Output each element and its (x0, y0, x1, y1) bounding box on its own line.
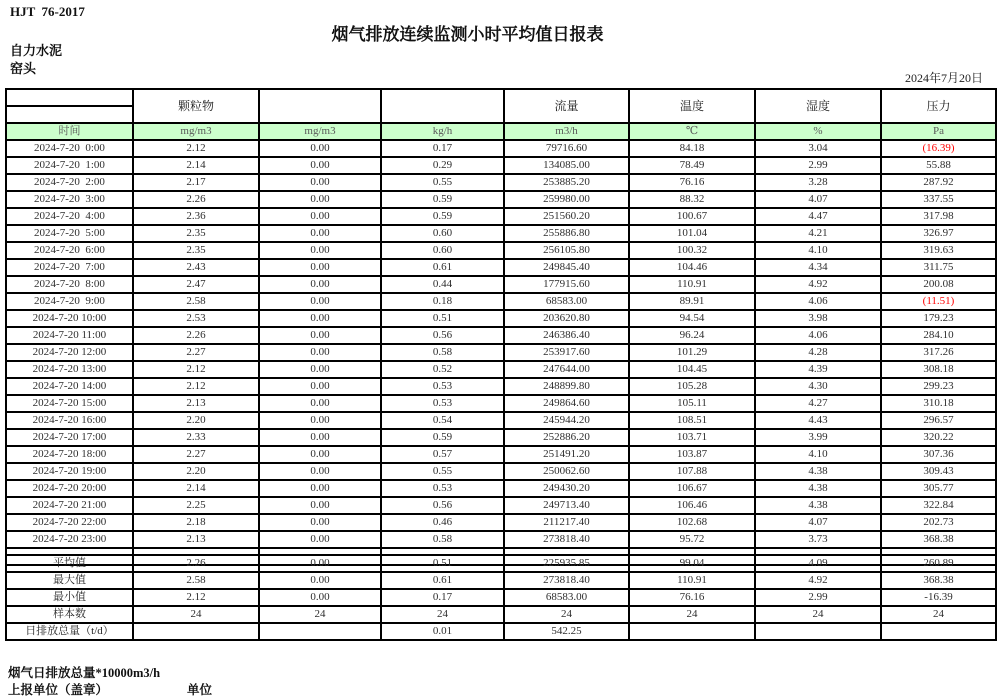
value-cell: 368.38 (881, 531, 996, 548)
value-cell: 0.55 (381, 463, 504, 480)
table-row (6, 555, 996, 572)
table-row (6, 531, 996, 548)
value-cell: 0.53 (381, 395, 504, 412)
value-cell: 2.36 (133, 208, 259, 225)
time-cell: 2024-7-20 6:00 (6, 242, 133, 259)
value-cell: 0.29 (381, 157, 504, 174)
value-cell: 0.00 (259, 589, 381, 606)
summary-label: 平均值 (6, 555, 133, 572)
time-cell: 2024-7-20 5:00 (6, 225, 133, 242)
value-cell: 2.12 (133, 378, 259, 395)
footer-total-note: 烟气日排放总量*10000m3/h (8, 666, 161, 680)
value-cell: -16.39 (881, 589, 996, 606)
value-cell: 0.00 (259, 446, 381, 463)
table-row (6, 276, 996, 293)
value-cell: 4.43 (755, 412, 881, 429)
value-cell: 0.17 (381, 589, 504, 606)
value-cell: 310.18 (881, 395, 996, 412)
time-cell: 2024-7-20 17:00 (6, 429, 133, 446)
value-cell: 24 (629, 606, 755, 623)
value-cell: 4.06 (755, 327, 881, 344)
value-cell: 100.32 (629, 242, 755, 259)
value-cell: 68583.00 (504, 589, 629, 606)
value-cell: 3.73 (755, 531, 881, 548)
value-cell: 0.17 (381, 140, 504, 157)
table-row (6, 157, 996, 174)
group-header-flow: 流量 (504, 89, 629, 123)
value-cell: 2.20 (133, 463, 259, 480)
table-row (6, 327, 996, 344)
table-row (6, 293, 996, 310)
table-row (6, 463, 996, 480)
value-cell: 2.26 (133, 555, 259, 572)
value-cell: 0.00 (259, 327, 381, 344)
value-cell: 3.99 (755, 429, 881, 446)
value-cell: 24 (504, 606, 629, 623)
value-cell: 110.91 (629, 276, 755, 293)
value-cell: 253885.20 (504, 174, 629, 191)
value-cell: 0.01 (381, 623, 504, 640)
value-cell: 0.61 (381, 259, 504, 276)
value-cell: 247644.00 (504, 361, 629, 378)
value-cell: 211217.40 (504, 514, 629, 531)
table-row (6, 395, 996, 412)
value-cell: 99.04 (629, 555, 755, 572)
value-cell: 0.60 (381, 225, 504, 242)
time-cell: 2024-7-20 7:00 (6, 259, 133, 276)
time-cell: 2024-7-20 13:00 (6, 361, 133, 378)
table-row (6, 572, 996, 589)
table-row (6, 606, 996, 623)
table-row (6, 514, 996, 531)
time-cell: 2024-7-20 21:00 (6, 497, 133, 514)
column-header-kgh: kg/h (381, 123, 504, 140)
value-cell: 105.28 (629, 378, 755, 395)
value-cell: 273818.40 (504, 531, 629, 548)
value-cell: 4.92 (755, 572, 881, 589)
value-cell: 284.10 (881, 327, 996, 344)
value-cell: 0.00 (259, 395, 381, 412)
group-header-blank-1 (259, 89, 381, 123)
document-code: HJT 76-2017 (10, 4, 85, 19)
value-cell: 203620.80 (504, 310, 629, 327)
value-cell: 319.63 (881, 242, 996, 259)
value-cell: 4.39 (755, 361, 881, 378)
value-cell: 2.12 (133, 589, 259, 606)
value-cell: 104.46 (629, 259, 755, 276)
footer-report-unit-label: 上报单位（盖章） (8, 683, 109, 697)
value-cell: 0.00 (259, 242, 381, 259)
time-cell: 2024-7-20 0:00 (6, 140, 133, 157)
table-row (6, 140, 996, 157)
value-cell: 0.59 (381, 429, 504, 446)
value-cell: 79716.60 (504, 140, 629, 157)
value-cell: 24 (755, 606, 881, 623)
value-cell: 4.47 (755, 208, 881, 225)
value-cell: 0.61 (381, 572, 504, 589)
value-cell: 260.89 (881, 555, 996, 572)
time-cell: 2024-7-20 8:00 (6, 276, 133, 293)
value-cell: 3.98 (755, 310, 881, 327)
table-row (6, 589, 996, 606)
value-cell: 24 (133, 606, 259, 623)
value-cell: 104.45 (629, 361, 755, 378)
value-cell: 0.00 (259, 531, 381, 548)
value-cell: 4.92 (755, 276, 881, 293)
value-cell: 2.12 (133, 140, 259, 157)
monitoring-table (5, 88, 997, 566)
value-cell: 0.00 (259, 463, 381, 480)
value-cell: 2.43 (133, 259, 259, 276)
value-cell: 249864.60 (504, 395, 629, 412)
value-cell: 2.14 (133, 480, 259, 497)
value-cell: 320.22 (881, 429, 996, 446)
group-header-temperature: 温度 (629, 89, 755, 123)
value-cell: 0.58 (381, 344, 504, 361)
time-cell: 2024-7-20 19:00 (6, 463, 133, 480)
value-cell: 4.34 (755, 259, 881, 276)
value-cell: 2.33 (133, 429, 259, 446)
value-cell: 0.00 (259, 555, 381, 572)
value-cell: 253917.60 (504, 344, 629, 361)
value-cell: 202.73 (881, 514, 996, 531)
value-cell: 252886.20 (504, 429, 629, 446)
value-cell: 110.91 (629, 572, 755, 589)
value-cell (755, 623, 881, 640)
column-header-percent: % (755, 123, 881, 140)
value-cell: 4.38 (755, 463, 881, 480)
value-cell: 326.97 (881, 225, 996, 242)
summary-label: 样本数 (6, 606, 133, 623)
data-rows (6, 140, 996, 565)
value-cell: 0.00 (259, 497, 381, 514)
value-cell: 2.20 (133, 412, 259, 429)
value-cell: 0.00 (259, 208, 381, 225)
value-cell: 4.38 (755, 497, 881, 514)
value-cell: 246386.40 (504, 327, 629, 344)
value-cell: 4.07 (755, 514, 881, 531)
time-cell: 2024-7-20 4:00 (6, 208, 133, 225)
time-cell: 2024-7-20 12:00 (6, 344, 133, 361)
value-cell: 89.91 (629, 293, 755, 310)
value-cell: 245944.20 (504, 412, 629, 429)
value-cell: 0.00 (259, 480, 381, 497)
value-cell: 251560.20 (504, 208, 629, 225)
value-cell: 0.00 (259, 191, 381, 208)
time-cell: 2024-7-20 15:00 (6, 395, 133, 412)
value-cell: 309.43 (881, 463, 996, 480)
time-cell: 2024-7-20 23:00 (6, 531, 133, 548)
time-cell: 2024-7-20 18:00 (6, 446, 133, 463)
value-cell: 0.18 (381, 293, 504, 310)
value-cell: 249845.40 (504, 259, 629, 276)
summary-label: 最小值 (6, 589, 133, 606)
time-cell: 2024-7-20 1:00 (6, 157, 133, 174)
group-header-row (6, 89, 996, 106)
table-row (6, 344, 996, 361)
value-cell: 177915.60 (504, 276, 629, 293)
table-row (6, 446, 996, 463)
value-cell: 0.51 (381, 555, 504, 572)
value-cell: 0.00 (259, 140, 381, 157)
page-title: 烟气排放连续监测小时平均值日报表 (331, 25, 604, 44)
summary-rows (6, 555, 996, 640)
value-cell: 0.56 (381, 327, 504, 344)
value-cell: 4.28 (755, 344, 881, 361)
value-cell: 106.46 (629, 497, 755, 514)
table-row (6, 174, 996, 191)
value-cell: 337.55 (881, 191, 996, 208)
table-row (6, 225, 996, 242)
value-cell: 102.68 (629, 514, 755, 531)
value-cell: 317.98 (881, 208, 996, 225)
value-cell: 2.18 (133, 514, 259, 531)
value-cell: 0.00 (259, 572, 381, 589)
value-cell: 0.60 (381, 242, 504, 259)
table-row (6, 497, 996, 514)
value-cell: 0.00 (259, 157, 381, 174)
value-cell: 0.00 (259, 344, 381, 361)
value-cell: 0.58 (381, 531, 504, 548)
table-row (6, 361, 996, 378)
value-cell: 2.58 (133, 293, 259, 310)
value-cell: 2.25 (133, 497, 259, 514)
table-row (6, 412, 996, 429)
value-cell: 317.26 (881, 344, 996, 361)
value-cell: 0.59 (381, 191, 504, 208)
value-cell: 305.77 (881, 480, 996, 497)
value-cell: 108.51 (629, 412, 755, 429)
time-cell: 2024-7-20 22:00 (6, 514, 133, 531)
value-cell: 200.08 (881, 276, 996, 293)
value-cell: 0.46 (381, 514, 504, 531)
value-cell: 0.44 (381, 276, 504, 293)
unit-header-row (6, 123, 996, 140)
time-cell: 2024-7-20 10:00 (6, 310, 133, 327)
group-header-humidity: 湿度 (755, 89, 881, 123)
value-cell: 296.57 (881, 412, 996, 429)
value-cell: 2.27 (133, 446, 259, 463)
value-cell: 2.35 (133, 242, 259, 259)
value-cell: 0.00 (259, 310, 381, 327)
table-row (6, 310, 996, 327)
corner-cell-top (6, 89, 133, 106)
value-cell: 2.99 (755, 589, 881, 606)
value-cell: 0.54 (381, 412, 504, 429)
value-cell: 105.11 (629, 395, 755, 412)
value-cell: 78.49 (629, 157, 755, 174)
value-cell: 0.00 (259, 412, 381, 429)
value-cell: 2.53 (133, 310, 259, 327)
value-cell: 251491.20 (504, 446, 629, 463)
table-row (6, 429, 996, 446)
value-cell (881, 623, 996, 640)
value-cell: 0.00 (259, 174, 381, 191)
time-cell: 2024-7-20 2:00 (6, 174, 133, 191)
value-cell: 250062.60 (504, 463, 629, 480)
value-cell: 542.25 (504, 623, 629, 640)
value-cell: 2.35 (133, 225, 259, 242)
value-cell: 0.56 (381, 497, 504, 514)
value-cell: 308.18 (881, 361, 996, 378)
group-header-particulate: 颗粒物 (133, 89, 259, 123)
table-row (6, 208, 996, 225)
value-cell: 2.26 (133, 191, 259, 208)
value-cell: 2.12 (133, 361, 259, 378)
value-cell: 3.28 (755, 174, 881, 191)
value-cell: 259980.00 (504, 191, 629, 208)
value-cell: 2.13 (133, 395, 259, 412)
report-date: 2024年7月20日 (904, 71, 983, 85)
value-cell: 4.38 (755, 480, 881, 497)
company-name: 自力水泥 (10, 43, 63, 58)
summary-label: 最大值 (6, 572, 133, 589)
value-cell: 273818.40 (504, 572, 629, 589)
value-cell: 322.84 (881, 497, 996, 514)
value-cell: 249430.20 (504, 480, 629, 497)
value-cell (259, 623, 381, 640)
value-cell: 96.24 (629, 327, 755, 344)
column-header-mgm3-1: mg/m3 (133, 123, 259, 140)
value-cell: 106.67 (629, 480, 755, 497)
time-cell: 2024-7-20 11:00 (6, 327, 133, 344)
value-cell: 0.00 (259, 293, 381, 310)
value-cell: 287.92 (881, 174, 996, 191)
value-cell: 24 (881, 606, 996, 623)
value-cell: 4.27 (755, 395, 881, 412)
value-cell: 4.10 (755, 446, 881, 463)
column-header-mgm3-2: mg/m3 (259, 123, 381, 140)
value-cell: (11.51) (881, 293, 996, 310)
value-cell: 134085.00 (504, 157, 629, 174)
value-cell: 0.00 (259, 259, 381, 276)
value-cell: 95.72 (629, 531, 755, 548)
column-header-time: 时间 (6, 123, 133, 140)
value-cell: 0.00 (259, 429, 381, 446)
value-cell: 0.00 (259, 276, 381, 293)
summary-table (5, 554, 997, 641)
value-cell: 0.53 (381, 378, 504, 395)
value-cell (629, 623, 755, 640)
value-cell: 0.55 (381, 174, 504, 191)
value-cell: 4.09 (755, 555, 881, 572)
value-cell: (16.39) (881, 140, 996, 157)
value-cell: 4.10 (755, 242, 881, 259)
value-cell: 225935.85 (504, 555, 629, 572)
column-header-m3h: m3/h (504, 123, 629, 140)
value-cell: 4.30 (755, 378, 881, 395)
value-cell: 76.16 (629, 174, 755, 191)
value-cell: 0.00 (259, 514, 381, 531)
column-header-celsius: ℃ (629, 123, 755, 140)
value-cell (133, 623, 259, 640)
value-cell: 103.71 (629, 429, 755, 446)
table-row (6, 623, 996, 640)
value-cell: 55.88 (881, 157, 996, 174)
value-cell: 0.00 (259, 225, 381, 242)
time-cell: 2024-7-20 14:00 (6, 378, 133, 395)
group-header-pressure: 压力 (881, 89, 996, 123)
value-cell: 0.52 (381, 361, 504, 378)
footer-unit-label: 单位 (187, 683, 213, 697)
value-cell: 101.04 (629, 225, 755, 242)
value-cell: 100.67 (629, 208, 755, 225)
value-cell: 179.23 (881, 310, 996, 327)
station-name: 窑头 (10, 61, 37, 76)
value-cell: 2.47 (133, 276, 259, 293)
value-cell: 101.29 (629, 344, 755, 361)
value-cell: 0.51 (381, 310, 504, 327)
value-cell: 103.87 (629, 446, 755, 463)
value-cell: 88.32 (629, 191, 755, 208)
value-cell: 76.16 (629, 589, 755, 606)
value-cell: 2.17 (133, 174, 259, 191)
value-cell: 0.53 (381, 480, 504, 497)
table-row (6, 378, 996, 395)
value-cell: 4.06 (755, 293, 881, 310)
summary-label: 日排放总量（t/d） (6, 623, 133, 640)
value-cell: 2.13 (133, 531, 259, 548)
table-row (6, 242, 996, 259)
table-row (6, 191, 996, 208)
time-cell: 2024-7-20 16:00 (6, 412, 133, 429)
value-cell: 248899.80 (504, 378, 629, 395)
value-cell: 299.23 (881, 378, 996, 395)
table-row (6, 259, 996, 276)
group-header-blank-2 (381, 89, 504, 123)
value-cell: 24 (381, 606, 504, 623)
value-cell: 311.75 (881, 259, 996, 276)
column-header-pa: Pa (881, 123, 996, 140)
value-cell: 2.99 (755, 157, 881, 174)
table-row (6, 480, 996, 497)
value-cell: 0.00 (259, 361, 381, 378)
value-cell: 68583.00 (504, 293, 629, 310)
value-cell: 255886.80 (504, 225, 629, 242)
time-cell: 2024-7-20 9:00 (6, 293, 133, 310)
value-cell: 256105.80 (504, 242, 629, 259)
value-cell: 2.27 (133, 344, 259, 361)
value-cell: 307.36 (881, 446, 996, 463)
value-cell: 0.59 (381, 208, 504, 225)
value-cell: 4.07 (755, 191, 881, 208)
value-cell: 0.57 (381, 446, 504, 463)
value-cell: 4.21 (755, 225, 881, 242)
value-cell: 0.00 (259, 378, 381, 395)
value-cell: 2.14 (133, 157, 259, 174)
time-cell: 2024-7-20 3:00 (6, 191, 133, 208)
value-cell: 3.04 (755, 140, 881, 157)
value-cell: 94.54 (629, 310, 755, 327)
corner-cell-bottom (6, 106, 133, 123)
value-cell: 368.38 (881, 572, 996, 589)
time-cell: 2024-7-20 20:00 (6, 480, 133, 497)
value-cell: 107.88 (629, 463, 755, 480)
value-cell: 24 (259, 606, 381, 623)
value-cell: 2.58 (133, 572, 259, 589)
value-cell: 249713.40 (504, 497, 629, 514)
value-cell: 84.18 (629, 140, 755, 157)
value-cell: 2.26 (133, 327, 259, 344)
